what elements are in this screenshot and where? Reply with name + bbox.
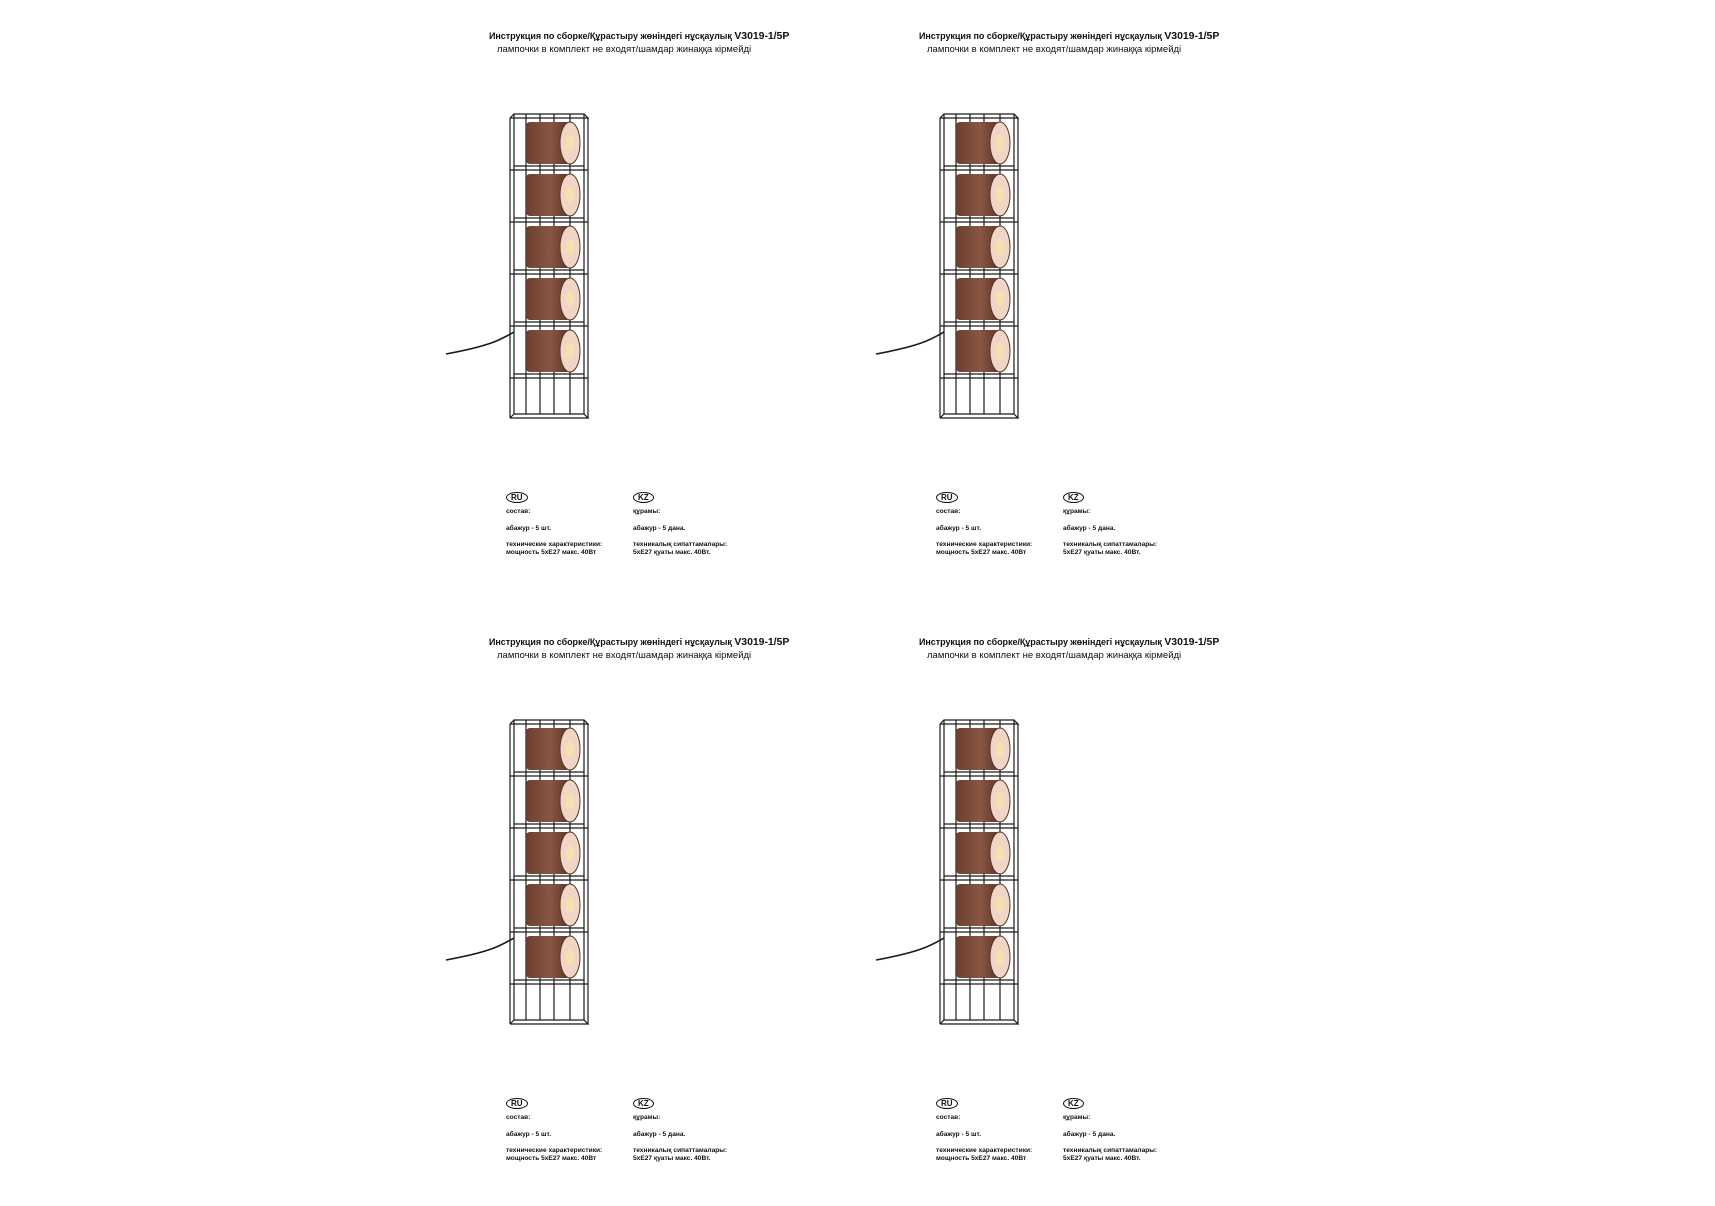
ru-section [936, 1098, 1032, 1162]
ru-specs-label: технические характеристики: [936, 541, 1033, 549]
floor-lamp-illustration [916, 100, 1096, 430]
model-number: V3019-1/5P [734, 636, 790, 648]
kz-composition-value: абажур - 5 дана. [1063, 1130, 1116, 1138]
lamp-shade [956, 780, 1010, 822]
lamp-shade [526, 936, 580, 978]
ru-composition-value: абажур - 5 шт. [936, 1130, 982, 1138]
kz-specs-value: 5хЕ27 қуаты макс. 40Вт. [1063, 1154, 1141, 1162]
kz-composition-value: абажур - 5 дана. [633, 524, 686, 532]
lamp-shade [956, 832, 1010, 874]
ru-composition-label: состав: [936, 508, 961, 515]
title-text: Инструкция по сборке/Құрастыру жөніндегі нұсқаулық [489, 637, 732, 647]
kz-specs-label: техникалық сипаттамалары: [1063, 1147, 1158, 1155]
instruction-sheet [436, 0, 1296, 1200]
kz-section [1063, 492, 1157, 556]
ru-composition-label: состав: [506, 508, 531, 515]
ru-specs-label: технические характеристики: [506, 1147, 603, 1155]
ru-composition-value: абажур - 5 шт. [506, 524, 552, 532]
kz-badge: KZ [633, 1098, 654, 1109]
ru-badge: RU [506, 1098, 528, 1109]
ru-section [506, 492, 602, 556]
kz-specs-label: техникалық сипаттамалары: [1063, 541, 1158, 549]
ru-section [936, 492, 1032, 556]
kz-badge: KZ [633, 492, 654, 503]
lamp-shade [526, 728, 580, 770]
title-text: Инструкция по сборке/Құрастыру жөніндегі нұсқаулық [489, 31, 732, 41]
title-text: Инструкция по сборке/Құрастыру жөніндегі нұсқаулық [919, 31, 1162, 41]
kz-section [633, 1098, 727, 1162]
lamp-shade [526, 174, 580, 216]
kz-section [633, 492, 727, 556]
ru-badge: RU [936, 1098, 958, 1109]
lamp-shade [526, 832, 580, 874]
lamp-shade [956, 278, 1010, 320]
ru-composition-label: состав: [936, 1114, 961, 1121]
power-cord [876, 938, 944, 960]
kz-badge: KZ [1063, 1098, 1084, 1109]
title-text: Инструкция по сборке/Құрастыру жөніндегі нұсқаулық [919, 637, 1162, 647]
panel-title [919, 636, 1239, 648]
panel-title [489, 636, 809, 648]
ru-specs-value: мощность 5хЕ27 макс. 40Вт [936, 548, 1027, 556]
kz-specs-value: 5хЕ27 қуаты макс. 40Вт. [633, 548, 711, 556]
kz-composition-value: абажур - 5 дана. [1063, 524, 1116, 532]
power-cord [876, 332, 944, 354]
ru-specs-value: мощность 5хЕ27 макс. 40Вт [506, 548, 597, 556]
lamp-shade [956, 122, 1010, 164]
kz-specs-label: техникалық сипаттамалары: [633, 1147, 728, 1155]
lamp-shade [956, 936, 1010, 978]
ru-section [506, 1098, 602, 1162]
kz-badge: KZ [1063, 492, 1084, 503]
instruction-panel-top-right [866, 0, 1296, 600]
panel-title [919, 30, 1239, 42]
kz-composition-label: құрамы: [1063, 508, 1091, 515]
floor-lamp-illustration [486, 706, 666, 1036]
instruction-panel-top-left [436, 0, 866, 600]
lamp-shade [526, 226, 580, 268]
lamp-shade [526, 330, 580, 372]
kz-specs-value: 5хЕ27 қуаты макс. 40Вт. [633, 1154, 711, 1162]
instruction-panel-bottom-right [866, 606, 1296, 1206]
kz-composition-value: абажур - 5 дана. [633, 1130, 686, 1138]
lamp-shade [526, 780, 580, 822]
model-number: V3019-1/5P [1164, 636, 1220, 648]
kz-composition-label: құрамы: [633, 1114, 661, 1121]
kz-composition-label: құрамы: [633, 508, 661, 515]
panel-subtitle: лампочки в комплект не входят/шамдар жинаққа кірмейді [927, 44, 1182, 55]
floor-lamp-illustration [486, 100, 666, 430]
ru-specs-label: технические характеристики: [506, 541, 603, 549]
model-number: V3019-1/5P [734, 30, 790, 42]
ru-composition-label: состав: [506, 1114, 531, 1121]
lamp-shade [956, 174, 1010, 216]
ru-composition-value: абажур - 5 шт. [506, 1130, 552, 1138]
ru-badge: RU [936, 492, 958, 503]
panel-subtitle: лампочки в комплект не входят/шамдар жинаққа кірмейді [497, 650, 752, 661]
ru-badge: RU [506, 492, 528, 503]
ru-specs-value: мощность 5хЕ27 макс. 40Вт [506, 1154, 597, 1162]
lamp-shade [956, 330, 1010, 372]
lamp-shade [956, 884, 1010, 926]
panel-subtitle: лампочки в комплект не входят/шамдар жинаққа кірмейді [497, 44, 752, 55]
kz-composition-label: құрамы: [1063, 1114, 1091, 1121]
ru-composition-value: абажур - 5 шт. [936, 524, 982, 532]
kz-section [1063, 1098, 1157, 1162]
power-cord [446, 938, 514, 960]
kz-specs-value: 5хЕ27 қуаты макс. 40Вт. [1063, 548, 1141, 556]
lamp-shade [526, 122, 580, 164]
panel-subtitle: лампочки в комплект не входят/шамдар жинаққа кірмейді [927, 650, 1182, 661]
lamp-shade [526, 278, 580, 320]
lamp-shade [526, 884, 580, 926]
ru-specs-value: мощность 5хЕ27 макс. 40Вт [936, 1154, 1027, 1162]
instruction-panel-bottom-left [436, 606, 866, 1206]
lamp-shade [956, 226, 1010, 268]
floor-lamp-illustration [916, 706, 1096, 1036]
ru-specs-label: технические характеристики: [936, 1147, 1033, 1155]
panel-title [489, 30, 809, 42]
lamp-shade [956, 728, 1010, 770]
power-cord [446, 332, 514, 354]
kz-specs-label: техникалық сипаттамалары: [633, 541, 728, 549]
model-number: V3019-1/5P [1164, 30, 1220, 42]
